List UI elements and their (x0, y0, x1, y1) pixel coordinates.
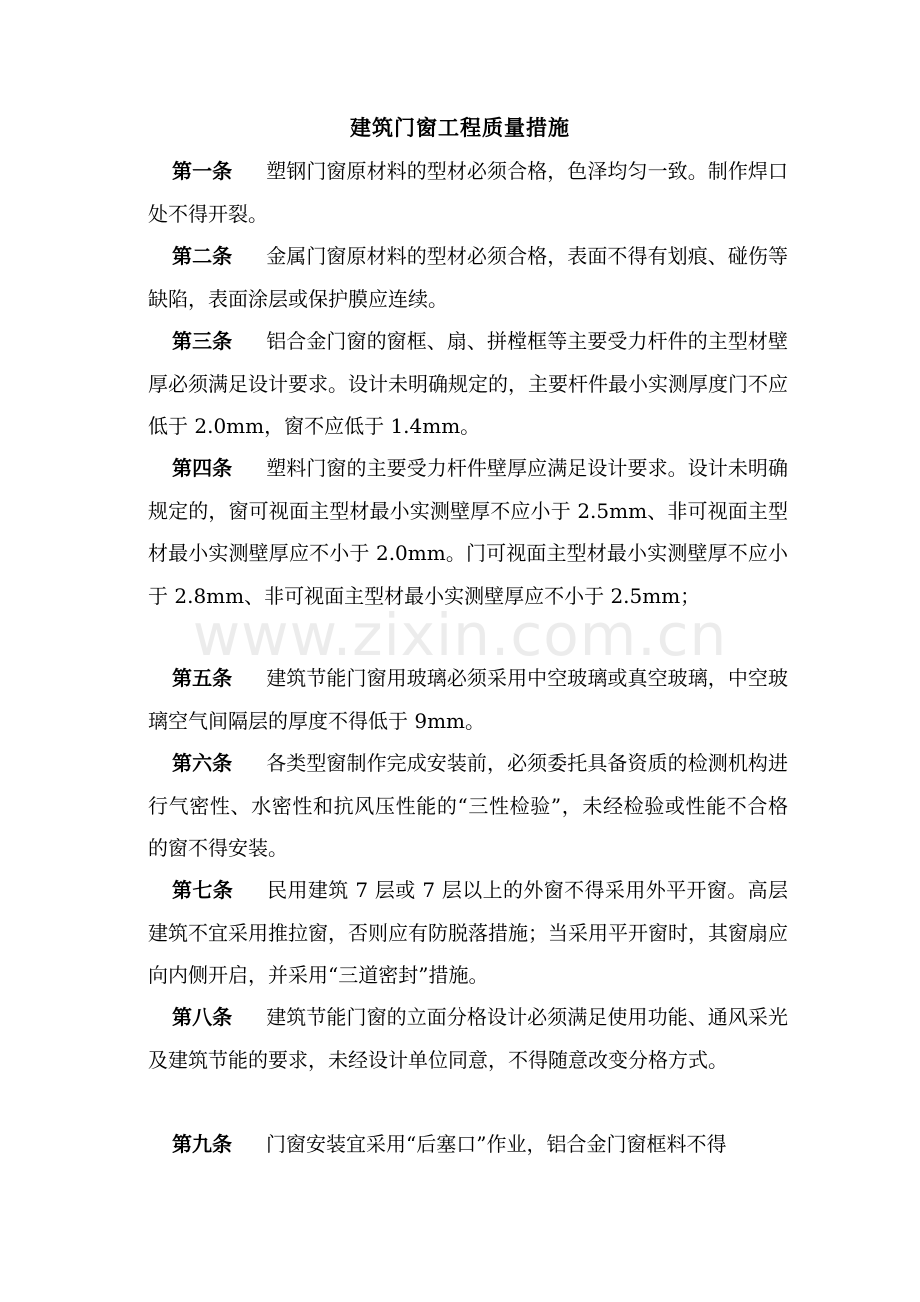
article-label: 第四条 (172, 456, 233, 480)
article-text: 各类型窗制作完成安装前，必须委托具备资质的检测机构进行气密性、水密性和抗风压性能的“三性检验”，未经检验或性能不合格的窗不得安装。 (148, 751, 789, 860)
article-7 (148, 869, 788, 997)
document-title: 建筑门窗工程质量措施 (350, 115, 570, 140)
watermark: www.zixin.com.cn (192, 601, 728, 669)
article-2 (148, 235, 788, 320)
article-label: 第一条 (172, 159, 233, 183)
article-text: 建筑节能门窗的立面分格设计必须满足使用功能、通风采光及建筑节能的要求，未经设计单位同意，不得随意改变分格方式。 (148, 1005, 789, 1072)
article-text: 铝合金门窗的窗框、扇、拼樘框等主要受力杆件的主型材壁厚必须满足设计要求。设计未明确规定的，主要杆件最小实测厚度门不应低于 2.0mm，窗不应低于 1.4mm。 (148, 329, 789, 438)
article-4 (148, 447, 788, 617)
article-label: 第九条 (172, 1132, 232, 1156)
article-label: 第六条 (172, 751, 233, 775)
article-6 (148, 742, 788, 870)
article-text: 金属门窗原材料的型材必须合格，表面不得有划痕、碰伤等缺陷，表面涂层或保护膜应连续。 (148, 244, 789, 311)
article-label: 第七条 (172, 878, 234, 902)
article-5 (148, 657, 788, 742)
article-9 (148, 1123, 788, 1166)
article-text: 塑钢门窗原材料的型材必须合格，色泽均匀一致。制作焊口处不得开裂。 (148, 159, 789, 226)
article-label: 第五条 (172, 666, 233, 690)
article-text: 塑料门窗的主要受力杆件壁厚应满足设计要求。设计未明确规定的，窗可视面主型材最小实测壁厚不应小于 2.5mm、非可视面主型材最小实测壁厚应不小于 2.0mm。门可视面主型材最小实测壁厚不应小于 2.8mm、非可视面主型材最小实测壁厚应不小于 2.5mm； (148, 456, 789, 608)
article-text: 建筑节能门窗用玻璃必须采用中空玻璃或真空玻璃，中空玻璃空气间隔层的厚度不得低于 9mm。 (148, 666, 789, 733)
article-text: 民用建筑 7 层或 7 层以上的外窗不得采用外平开窗。高层建筑不宜采用推拉窗，否则应有防脱落措施；当采用平开窗时，其窗扇应向内侧开启，并采用“三道密封”措施。 (148, 878, 788, 987)
article-label: 第八条 (172, 1005, 233, 1029)
article-label: 第二条 (172, 244, 233, 268)
article-8 (148, 996, 788, 1081)
article-3 (148, 320, 788, 448)
article-label: 第三条 (172, 329, 233, 353)
article-text: 门窗安装宜采用“后塞口”作业，铝合金门窗框料不得 (266, 1132, 727, 1156)
article-1 (148, 150, 788, 235)
